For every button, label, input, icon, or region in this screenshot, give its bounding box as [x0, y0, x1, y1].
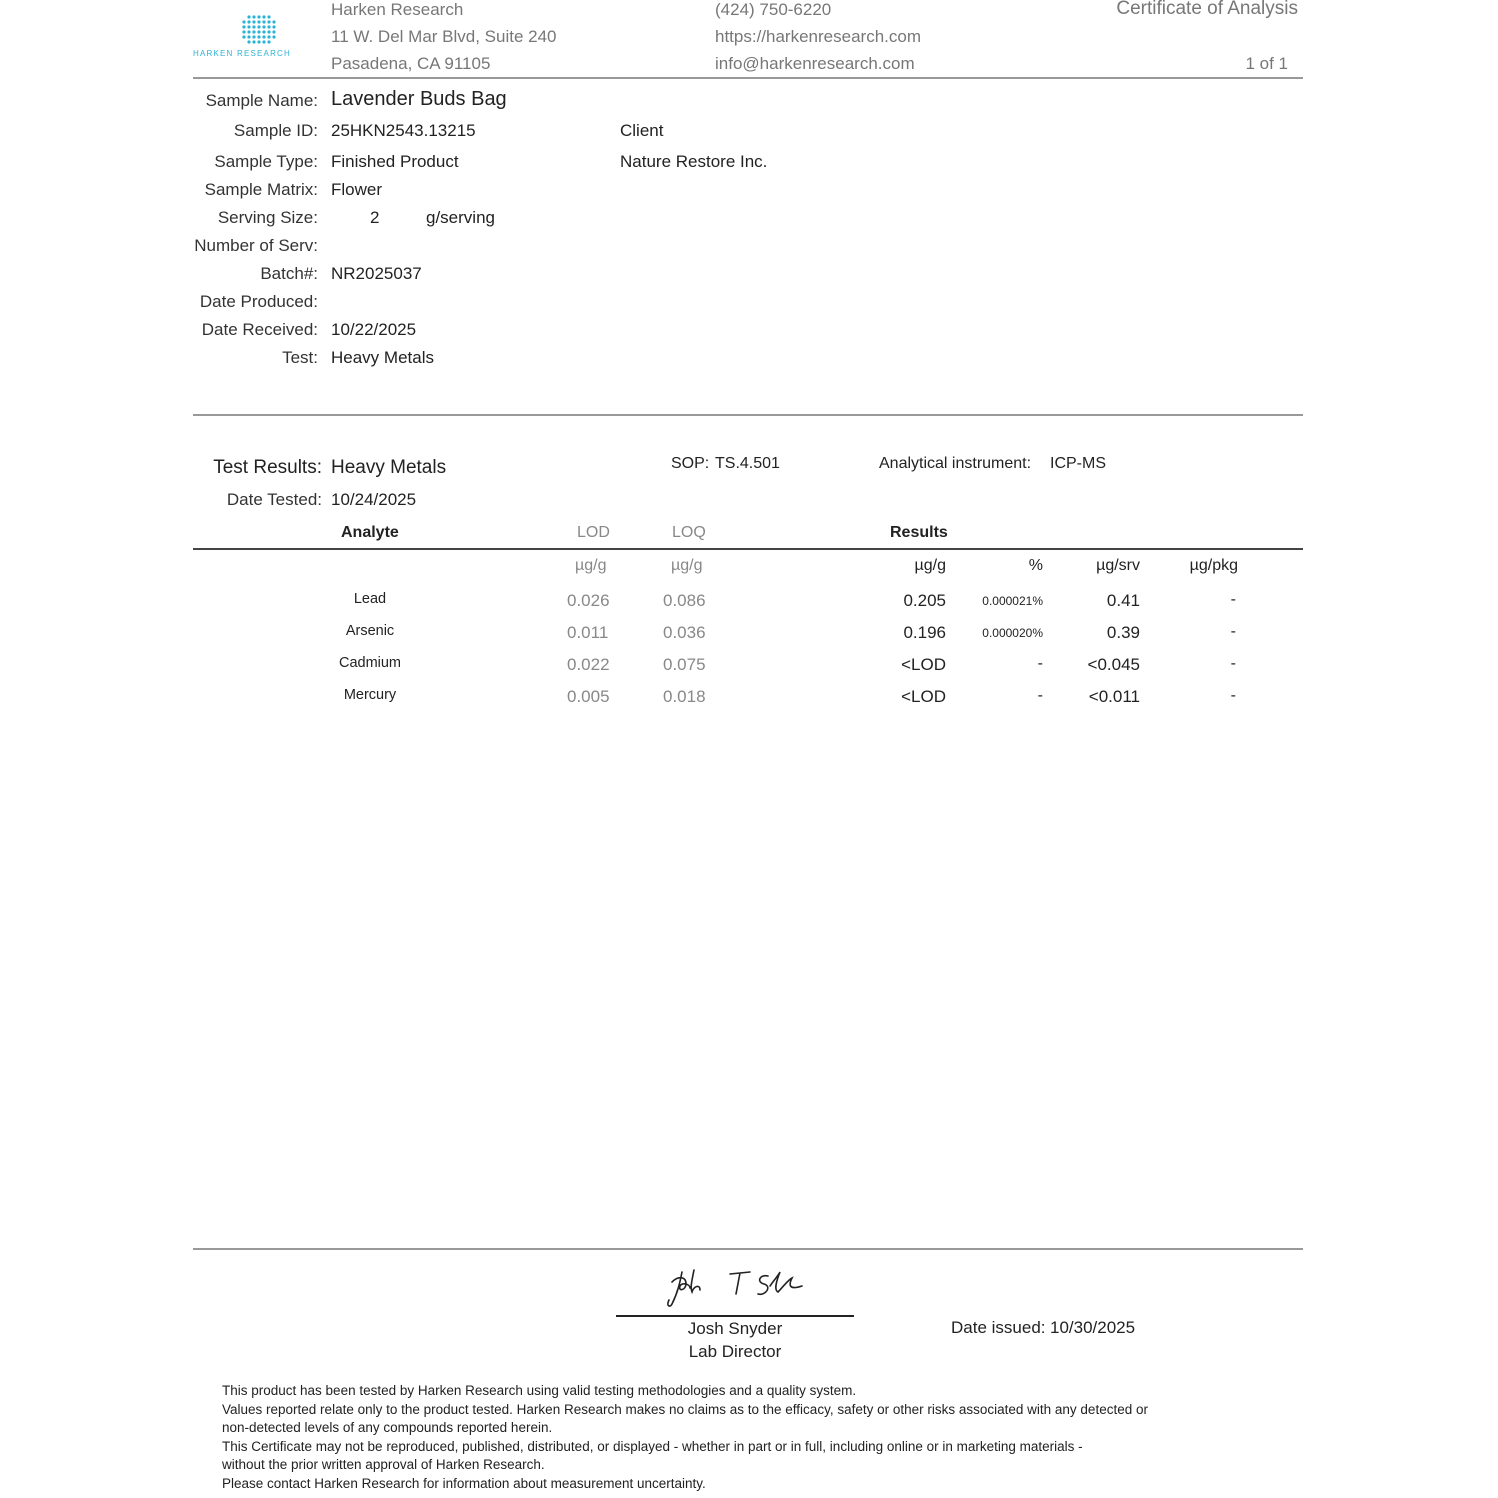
loq-value: 0.086 [663, 591, 706, 610]
result-ug-pkg: - [1230, 655, 1236, 672]
col-results: Results [890, 524, 948, 541]
lod-value: 0.011 [567, 623, 609, 642]
test-name: Heavy Metals [331, 348, 434, 367]
date-tested-label: Date Tested: [226, 490, 322, 509]
result-ug-pkg: - [1230, 591, 1236, 608]
batch-label: Batch#: [260, 264, 318, 283]
disclaimer-line: without the prior written approval of Harken Research. [222, 1457, 545, 1473]
result-ug-g: <LOD [901, 687, 946, 706]
serving-size-label: Serving Size: [217, 208, 318, 227]
result-ug-srv: 0.41 [1106, 591, 1140, 610]
company-address-1: 11 W. Del Mar Blvd, Suite 240 [331, 27, 557, 46]
date-received-label: Date Received: [201, 320, 318, 339]
company-email[interactable]: info@harkenresearch.com [715, 54, 915, 73]
test-results-label: Test Results: [213, 457, 322, 478]
result-pct: 0.000020% [982, 626, 1043, 640]
result-ug-srv: <0.011 [1088, 687, 1140, 706]
result-pct: 0.000021% [982, 594, 1043, 608]
result-ug-g: 0.196 [903, 623, 946, 642]
serving-size-value: 2 [370, 208, 380, 227]
date-tested: 10/24/2025 [331, 490, 417, 509]
sop-label: SOP: [671, 455, 710, 472]
loq-unit: µg/g [671, 557, 703, 574]
result-unit-ug-pkg: µg/pkg [1189, 557, 1238, 574]
result-ug-srv: 0.39 [1106, 623, 1140, 642]
company-phone: (424) 750-6220 [715, 0, 832, 19]
number-of-servings-label: Number of Serv: [194, 236, 318, 255]
loq-value: 0.075 [663, 655, 706, 674]
loq-value: 0.036 [663, 623, 706, 642]
result-ug-pkg: - [1230, 687, 1236, 704]
lod-unit: µg/g [575, 557, 607, 574]
disclaimer-line: This Certificate may not be reproduced, published, distributed, or displayed - whether in part or in full, including online or in marketing materials - [222, 1438, 1083, 1454]
signature-divider [193, 1248, 1303, 1250]
sop-value: TS.4.501 [715, 455, 780, 472]
col-lod: LOD [577, 524, 610, 541]
company-website[interactable]: https://harkenresearch.com [715, 27, 921, 46]
date-issued: 10/30/2025 [1050, 1318, 1136, 1337]
test-results-title: Heavy Metals [331, 457, 447, 478]
analyte-name: Arsenic [345, 623, 395, 639]
date-produced-label: Date Produced: [199, 292, 318, 311]
result-ug-g: <LOD [901, 655, 946, 674]
result-ug-g: 0.205 [903, 591, 946, 610]
result-pct: - [1037, 655, 1043, 672]
signature-image [660, 1262, 820, 1312]
col-analyte: Analyte [341, 524, 399, 541]
company-name: Harken Research [331, 0, 464, 19]
lod-value: 0.005 [567, 687, 610, 706]
sample-matrix-label: Sample Matrix: [204, 180, 318, 199]
signer-title: Lab Director [688, 1342, 782, 1361]
lod-value: 0.026 [567, 591, 610, 610]
date-received: 10/22/2025 [331, 320, 417, 339]
sample-id: 25HKN2543.13215 [331, 121, 476, 140]
result-unit-ug-srv: µg/srv [1096, 557, 1140, 574]
result-unit-pct: % [1028, 557, 1043, 574]
analyte-name: Lead [353, 591, 387, 607]
logo-text: HARKEN RESEARCH [193, 49, 292, 58]
result-ug-pkg: - [1230, 623, 1236, 640]
disclaimer-line: non-detected levels of any compounds reported herein. [222, 1420, 553, 1436]
result-unit-ug-g: µg/g [914, 557, 946, 574]
instrument-label: Analytical instrument: [879, 455, 1032, 472]
sample-name: Lavender Buds Bag [331, 88, 507, 110]
document-title: Certificate of Analysis [1116, 0, 1298, 19]
logo-icon [241, 14, 277, 46]
sample-name-label: Sample Name: [205, 91, 318, 110]
test-label: Test: [282, 348, 318, 367]
disclaimer-line: Values reported relate only to the product tested. Harken Research makes no claims as to the efficacy, safety or other risks associated with any detected or [222, 1401, 1148, 1417]
loq-value: 0.018 [663, 687, 706, 706]
instrument-value: ICP-MS [1050, 455, 1106, 472]
company-address-2: Pasadena, CA 91105 [331, 54, 491, 73]
result-pct: - [1037, 687, 1043, 704]
lod-value: 0.022 [567, 655, 610, 674]
disclaimer-line: This product has been tested by Harken Research using valid testing methodologies and a quality system. [222, 1383, 857, 1398]
client-name: Nature Restore Inc. [620, 152, 768, 171]
sample-id-label: Sample ID: [233, 121, 318, 140]
sample-matrix: Flower [331, 180, 383, 199]
sample-type: Finished Product [331, 152, 459, 171]
header-divider [193, 77, 1303, 79]
page-number: 1 of 1 [1245, 54, 1288, 73]
analyte-name: Mercury [343, 687, 397, 703]
disclaimer-line: Please contact Harken Research for information about measurement uncertainty. [222, 1475, 706, 1491]
signature-line [616, 1315, 854, 1317]
batch-number: NR2025037 [331, 264, 422, 283]
client-label: Client [620, 121, 664, 140]
signer-name: Josh Snyder [687, 1319, 783, 1338]
result-ug-srv: <0.045 [1087, 655, 1140, 674]
analyte-name: Cadmium [338, 655, 402, 671]
disclaimer [222, 1382, 1148, 1494]
sample-divider [193, 414, 1303, 416]
date-issued-label: Date issued: [951, 1318, 1046, 1337]
table-header-divider [193, 548, 1303, 550]
serving-size-unit: g/serving [426, 208, 495, 227]
col-loq: LOQ [672, 524, 706, 541]
sample-type-label: Sample Type: [214, 152, 318, 171]
